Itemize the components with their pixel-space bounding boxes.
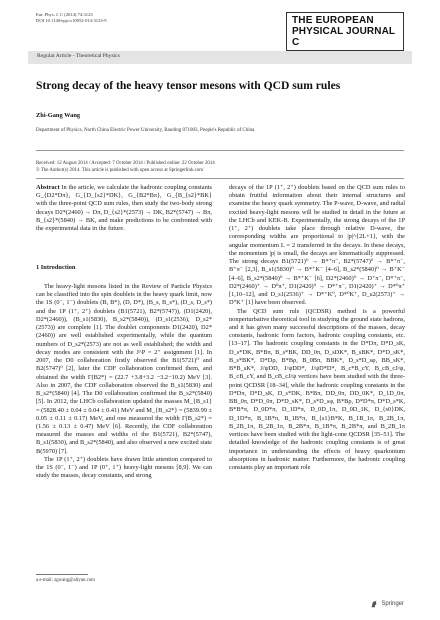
- citation-line-2: DOI 10.1140/epjc/s10052-014-3123-9: [36, 18, 107, 24]
- footnote-rule: [36, 574, 88, 575]
- abstract-text: In the article, we calculate the hadronic coupling constants G_{D2*Dπ}, G_{D_{s2}*DK}, G_{B2*Bπ}, G_{B_{s2}*BK} with the three-point QCD sum rules, then study the two-body strong decays D2*(2460) → Dπ, D_{s2}*(2573) → DK, B2*(5747) → Bπ, B_{s2}*(5840) → BK, and make predictions to be confronted with the experimental data in the future.: [36, 184, 212, 233]
- citation-line-1: Eur. Phys. J. C (2014) 74:3123: [36, 12, 93, 17]
- copyright-notice: © The Author(s) 2014. This article is published with open access at Springerlink.com: [36, 168, 204, 174]
- journal-name-line-1: THE EUROPEAN: [292, 15, 374, 26]
- publication-info: [36, 160, 215, 174]
- article-type-label: Regular Article - Theoretical Physics: [37, 53, 120, 59]
- abstract: [36, 184, 212, 242]
- publisher-name: Springer: [381, 601, 404, 607]
- body-column-right: [229, 184, 405, 596]
- divider-top: [36, 150, 404, 151]
- body-column-left: [36, 283, 212, 565]
- springer-horse-icon: [370, 600, 378, 608]
- journal-name-line-2: PHYSICAL JOURNAL C: [292, 26, 395, 48]
- abstract-label: Abstract: [36, 184, 60, 191]
- section-heading: 1 Introduction: [36, 264, 76, 271]
- author-affiliation: Department of Physics, North China Electric Power University, Baoding 071003, People's Republic of China: [36, 128, 255, 133]
- journal-logo: [286, 12, 404, 51]
- publication-dates: Received: 12 August 2014 / Accepted: 7 October 2014 / Published online: 22 October 2014: [36, 161, 215, 166]
- article-type-band: [28, 51, 412, 64]
- divider-bottom: [36, 178, 404, 179]
- footnote-email: a e-mail: zgwang@aliyun.com: [36, 578, 95, 583]
- body-paragraph: The 1P (1⁺, 2⁺) doublets have drawn little attention compared to the 1S (0⁻, 1⁻) and 1P (0⁺, 1⁺) heavy-light mesons [8,9]. We can study the masses, decay constants, and strong: [36, 455, 212, 480]
- citation-header: [36, 12, 107, 24]
- body-paragraph: The heavy-light mesons listed in the Review of Particle Physics can be classified into the spin doublets in the heavy quark limit, now the 1S (0⁻, 1⁻) doublets (B, B*), (D, D*), (B_s, B_s*), (D_s, D_s*) and the 1P (1⁺, 2⁺) doublets (B1(5721), B2*(5747)), (D1(2420), D2*(2460)), (B_s1(5830), B_s2*(5840)), (D_s1(2536), D_s2*(2573)) are complete [1]. The doublet components D1(2420), D2*(2460)) are well established experimentally, while the quantum numbers of D_s2*(2573) are not as well established; the width and decay modes are consistent with the J^P = 2⁺ assignment [1]. In 2007, the D0 collaboration firstly observed the B1(5721)⁰ and B2(5747)⁰ [2], later the CDF collaboration confirmed them, and obtained the width Γ(B2*) = (22.7 +3.8+3.2 −3.2−10.2) MeV [3]. Also in 2007, the CDF collaboration observed the B_s1(5830) and B_s2*(5840) [4]. The D0 collaboration confirmed the B_s2*(5840) [5]. In 2012, the LHCb collaboration updated the masses M_{B_s1} = (5828.40 ± 0.04 ± 0.04 ± 0.41) MeV and M_{B_s2*} = (5839.99 ± 0.05 ± 0.11 ± 0.17) MeV, and one measured the width Γ(B_s2*) = (1.56 ± 0.13 ± 0.47) MeV [6]. Recently, the CDF collaboration measured the masses and widths of the B1(5721), B2*(5747), B_s1(5830), and B_s2*(5840), and also observed a new excited state B(5970) [7].: [36, 283, 212, 455]
- author-name: Zhi-Gang Wang: [36, 112, 81, 119]
- publisher-logo: [370, 600, 404, 608]
- paper-title: Strong decay of the heavy tensor mesons with QCD sum rules: [36, 79, 341, 92]
- body-paragraph: The QCD sum rule (QCDSR) method is a powerful nonperturbative theoretical tool in studying the ground state hadrons, and it has given many successful descriptions of the masses, decay constants, hadronic form factors, hadronic coupling constants, etc. [13–17]. The hadronic coupling constants in the D*Dπ, D*D_sK, D_s*DK, B*Bπ, B_s*BK, DD_0π, D_sDK*, B_sBK*, D*D_sK*, B_s*BK*, D*Dρ, B*Bρ, B_0Bπ, BBK*, D_s*D_sφ, BB_sK*, B*B_sK*, J/ψDD, J/ψDD*, J/ψD*D*, B_c*B_cΥ, B_cB_cJ/ψ, B_cB_cΥ, and B_cB_cJ/ψ vertices have been studied with the three-point QCDSR [18–34], while the hadronic coupling constants in the D*Dπ, D*D_sK, D_s*DK, B*Bπ, DD_0π, DD_0K*, D_1D_0π, BB_0π, D*D_0π, D*D_sK*, D_s*D_sφ, B*Bρ, D*D*π, D*D_s*K, B*B*π, D_0D*π, D_1D*π, D_0D_1π, D_0D_1K, D_{s0}DK, D_1D*π, B_1B*π, B_1B*π, B_{s1}B*K, B_1B_1π, B_2B_1π, B_2B_1π, B_2B_1π, B_2B*π, B_1B*π, B_2B*π, and B_2B_1π vertices have been studied with the light-cone QCDSR [35–51]. The detailed knowledge of the hadronic coupling constants is of great importance in understanding the effects of heavy quarkonium absorptions in hadronic matter. Furthermore, the hadronic coupling constants play an important role: [229, 307, 405, 471]
- body-paragraph: decays of the 1P (1⁺, 2⁺) doublets based on the QCD sum rules to obtain fruitful information about their internal structures and examine the heavy quark symmetry. The P-wave, D-wave, and radial excited heavy-light mesons will be studied in detail in the future at the LHCb and KEK-B. Experimentally, the strong decays of the 1P (1⁺, 2⁺) doublets take place through relative D-wave, the corresponding widths are proportional to |p|^{2L+1}, with the angular momentum L = 2 transferred in the decays. In these decays, the momentum |p| is small, the decays are kinematically suppressed. The strong decays B1(5721)⁰ → B*⁺π⁻, B2*(5747)⁰ → B*⁺π⁻, B⁺π⁻ [2,3], B_s1(5830)⁰ → B*⁺K⁻ [4–6], B_s2*(5840)⁰ → B⁺K⁻ [4–6], B_s2*(5840)⁰ → B*⁺K⁻ [6], D2*(2460)⁰ → D⁺π⁻, D*⁺π⁻, D2*(2460)⁺ → D⁰π⁺, D1(2420)⁰ → D*⁺π⁻, D1(2420)⁺ → D*⁰π⁺ [1,10–12], and D_s1(2536)⁺ → D*⁺K⁰, D*⁰K⁺, D_s2(2573)⁺ → D⁰K⁺ [1] have been observed.: [229, 184, 405, 307]
